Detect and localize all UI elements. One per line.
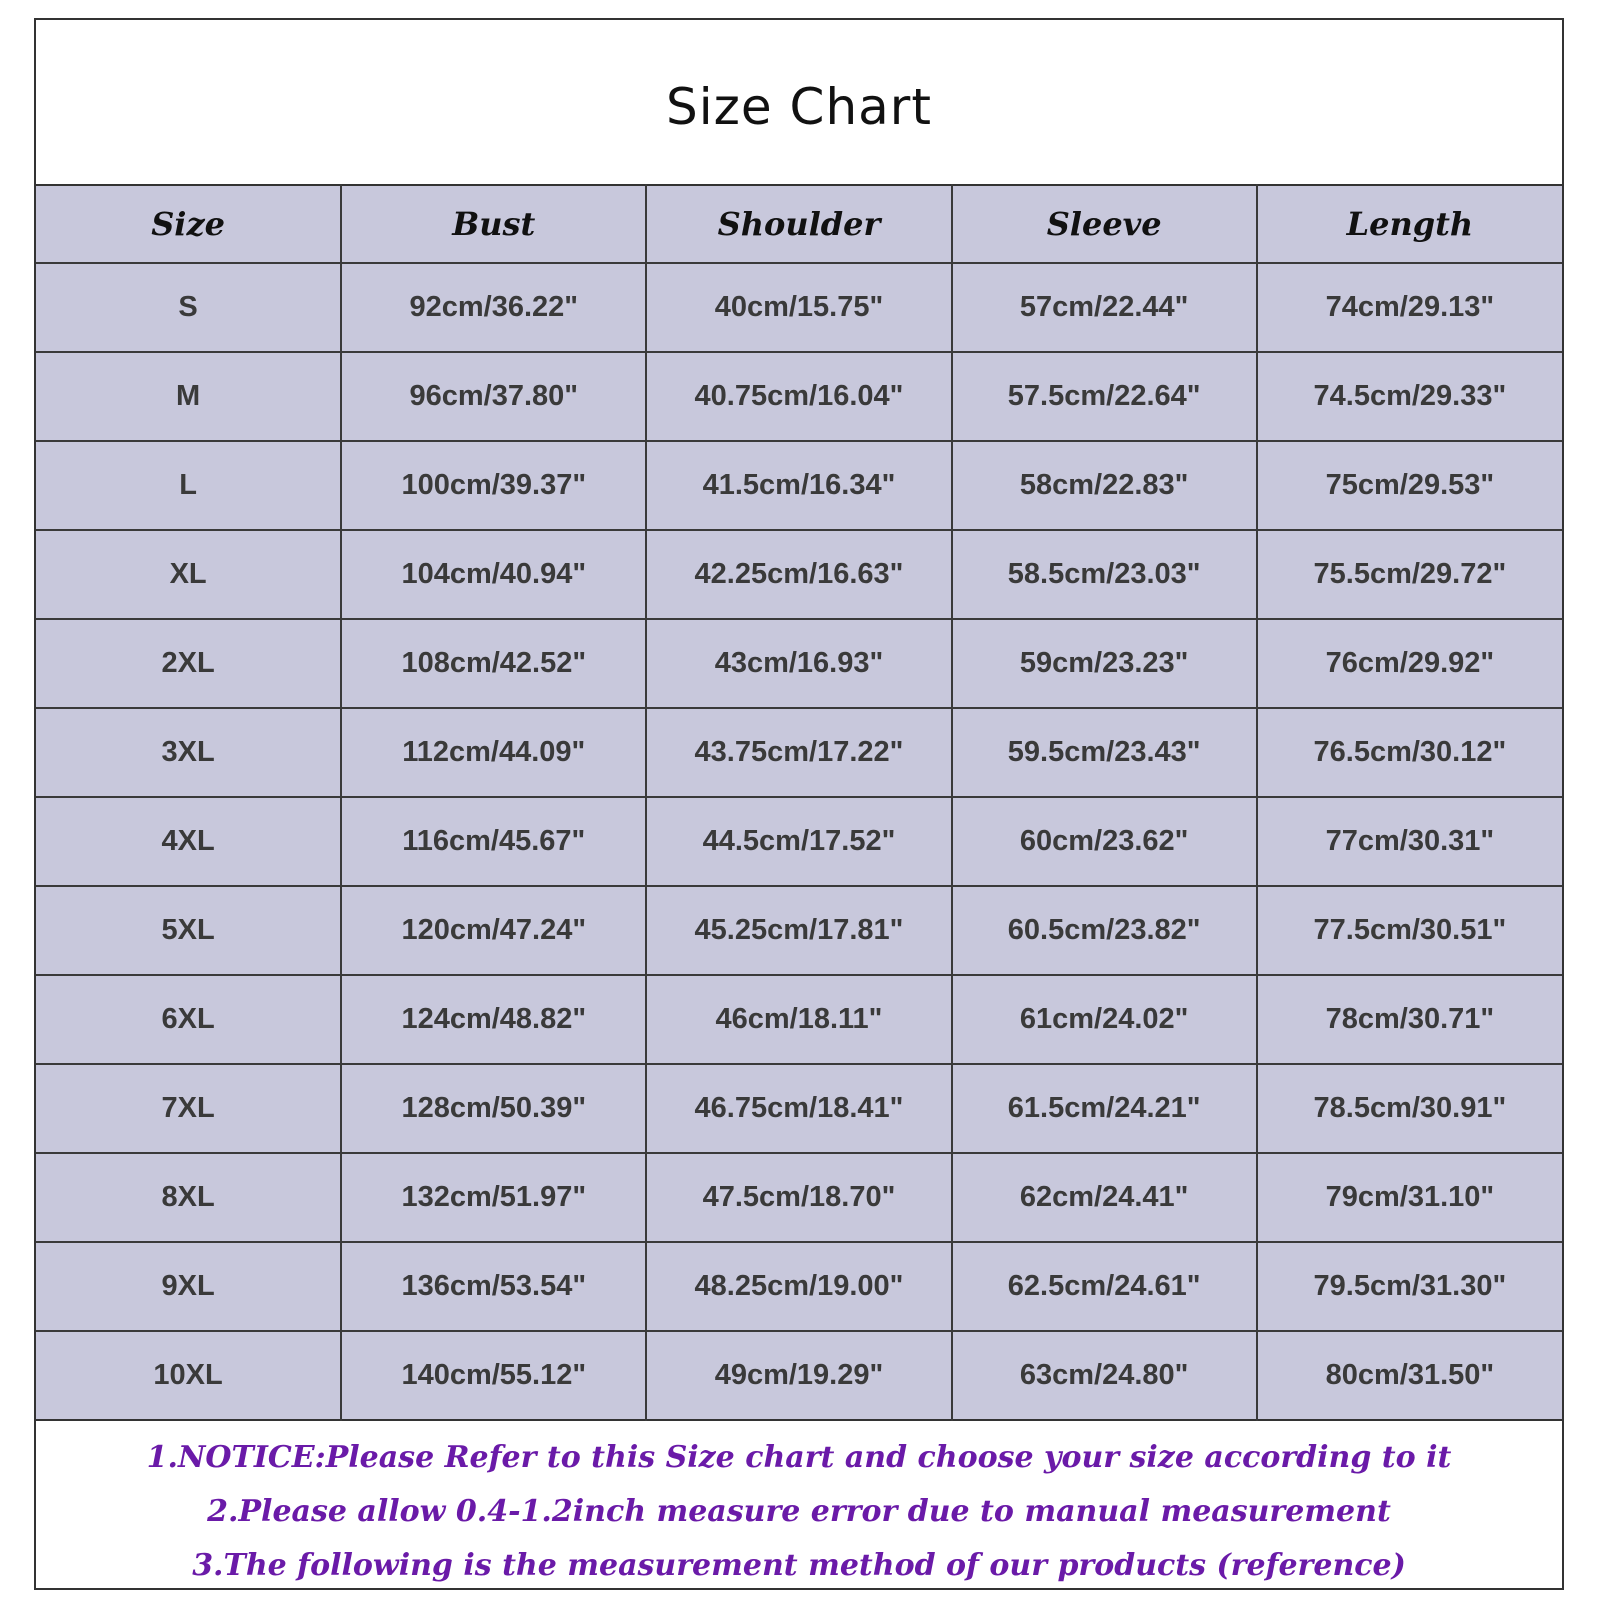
cell-size: 5XL <box>36 886 341 975</box>
table-row <box>36 1153 1562 1242</box>
cell-sleeve: 59cm/23.23" <box>952 619 1257 708</box>
cell-shoulder: 42.25cm/16.63" <box>646 530 951 619</box>
cell-length: 80cm/31.50" <box>1257 1331 1562 1420</box>
cell-size: 10XL <box>36 1331 341 1420</box>
cell-size: 7XL <box>36 1064 341 1153</box>
table-row <box>36 619 1562 708</box>
cell-shoulder: 43cm/16.93" <box>646 619 951 708</box>
cell-bust: 112cm/44.09" <box>341 708 646 797</box>
table-row <box>36 1331 1562 1420</box>
cell-size: M <box>36 352 341 441</box>
cell-size: 4XL <box>36 797 341 886</box>
cell-sleeve: 59.5cm/23.43" <box>952 708 1257 797</box>
note-3: 3.The following is the measurement method of our products (reference) <box>192 1548 1406 1583</box>
header-bust: Bust <box>341 185 646 263</box>
cell-size: XL <box>36 530 341 619</box>
cell-sleeve: 57cm/22.44" <box>952 263 1257 352</box>
header-sleeve: Sleeve <box>952 185 1257 263</box>
cell-sleeve: 62.5cm/24.61" <box>952 1242 1257 1331</box>
header-length: Length <box>1257 185 1562 263</box>
cell-shoulder: 41.5cm/16.34" <box>646 441 951 530</box>
table-row <box>36 797 1562 886</box>
table-row <box>36 886 1562 975</box>
cell-size: 8XL <box>36 1153 341 1242</box>
cell-length: 76.5cm/30.12" <box>1257 708 1562 797</box>
cell-size: 3XL <box>36 708 341 797</box>
cell-shoulder: 45.25cm/17.81" <box>646 886 951 975</box>
cell-shoulder: 40.75cm/16.04" <box>646 352 951 441</box>
cell-bust: 136cm/53.54" <box>341 1242 646 1331</box>
cell-length: 75cm/29.53" <box>1257 441 1562 530</box>
cell-size: 2XL <box>36 619 341 708</box>
cell-bust: 104cm/40.94" <box>341 530 646 619</box>
cell-sleeve: 57.5cm/22.64" <box>952 352 1257 441</box>
cell-size: L <box>36 441 341 530</box>
cell-shoulder: 48.25cm/19.00" <box>646 1242 951 1331</box>
cell-bust: 140cm/55.12" <box>341 1331 646 1420</box>
cell-bust: 100cm/39.37" <box>341 441 646 530</box>
cell-sleeve: 63cm/24.80" <box>952 1331 1257 1420</box>
table-row <box>36 263 1562 352</box>
cell-bust: 120cm/47.24" <box>341 886 646 975</box>
cell-length: 76cm/29.92" <box>1257 619 1562 708</box>
cell-shoulder: 47.5cm/18.70" <box>646 1153 951 1242</box>
cell-bust: 108cm/42.52" <box>341 619 646 708</box>
table-row <box>36 441 1562 530</box>
cell-length: 74.5cm/29.33" <box>1257 352 1562 441</box>
cell-size: S <box>36 263 341 352</box>
cell-sleeve: 62cm/24.41" <box>952 1153 1257 1242</box>
cell-length: 78cm/30.71" <box>1257 975 1562 1064</box>
cell-bust: 116cm/45.67" <box>341 797 646 886</box>
table-row <box>36 1064 1562 1153</box>
cell-bust: 92cm/36.22" <box>341 263 646 352</box>
cell-shoulder: 49cm/19.29" <box>646 1331 951 1420</box>
cell-length: 74cm/29.13" <box>1257 263 1562 352</box>
cell-shoulder: 44.5cm/17.52" <box>646 797 951 886</box>
table-row <box>36 352 1562 441</box>
cell-sleeve: 58.5cm/23.03" <box>952 530 1257 619</box>
note-1: 1.NOTICE:Please Refer to this Size chart and choose your size according to it <box>146 1440 1452 1475</box>
cell-bust: 124cm/48.82" <box>341 975 646 1064</box>
table-row <box>36 530 1562 619</box>
cell-sleeve: 61.5cm/24.21" <box>952 1064 1257 1153</box>
notes <box>36 1421 1562 1593</box>
cell-shoulder: 46.75cm/18.41" <box>646 1064 951 1153</box>
cell-sleeve: 58cm/22.83" <box>952 441 1257 530</box>
chart-title: Size Chart <box>666 78 932 136</box>
cell-size: 6XL <box>36 975 341 1064</box>
header-shoulder: Shoulder <box>646 185 951 263</box>
cell-sleeve: 60cm/23.62" <box>952 797 1257 886</box>
cell-length: 79cm/31.10" <box>1257 1153 1562 1242</box>
cell-sleeve: 60.5cm/23.82" <box>952 886 1257 975</box>
cell-shoulder: 43.75cm/17.22" <box>646 708 951 797</box>
table-row <box>36 708 1562 797</box>
size-chart-frame <box>34 18 1564 1590</box>
cell-bust: 128cm/50.39" <box>341 1064 646 1153</box>
note-2: 2.Please allow 0.4-1.2inch measure error due to manual measurement <box>207 1494 1391 1529</box>
cell-size: 9XL <box>36 1242 341 1331</box>
table-row <box>36 975 1562 1064</box>
header-row <box>36 185 1562 263</box>
size-table <box>36 184 1562 1421</box>
cell-sleeve: 61cm/24.02" <box>952 975 1257 1064</box>
cell-length: 77cm/30.31" <box>1257 797 1562 886</box>
cell-bust: 96cm/37.80" <box>341 352 646 441</box>
cell-shoulder: 40cm/15.75" <box>646 263 951 352</box>
table-row <box>36 1242 1562 1331</box>
cell-length: 75.5cm/29.72" <box>1257 530 1562 619</box>
cell-length: 78.5cm/30.91" <box>1257 1064 1562 1153</box>
cell-shoulder: 46cm/18.11" <box>646 975 951 1064</box>
cell-length: 79.5cm/31.30" <box>1257 1242 1562 1331</box>
size-rows <box>36 263 1562 1420</box>
cell-length: 77.5cm/30.51" <box>1257 886 1562 975</box>
cell-bust: 132cm/51.97" <box>341 1153 646 1242</box>
header-size: Size <box>36 185 341 263</box>
